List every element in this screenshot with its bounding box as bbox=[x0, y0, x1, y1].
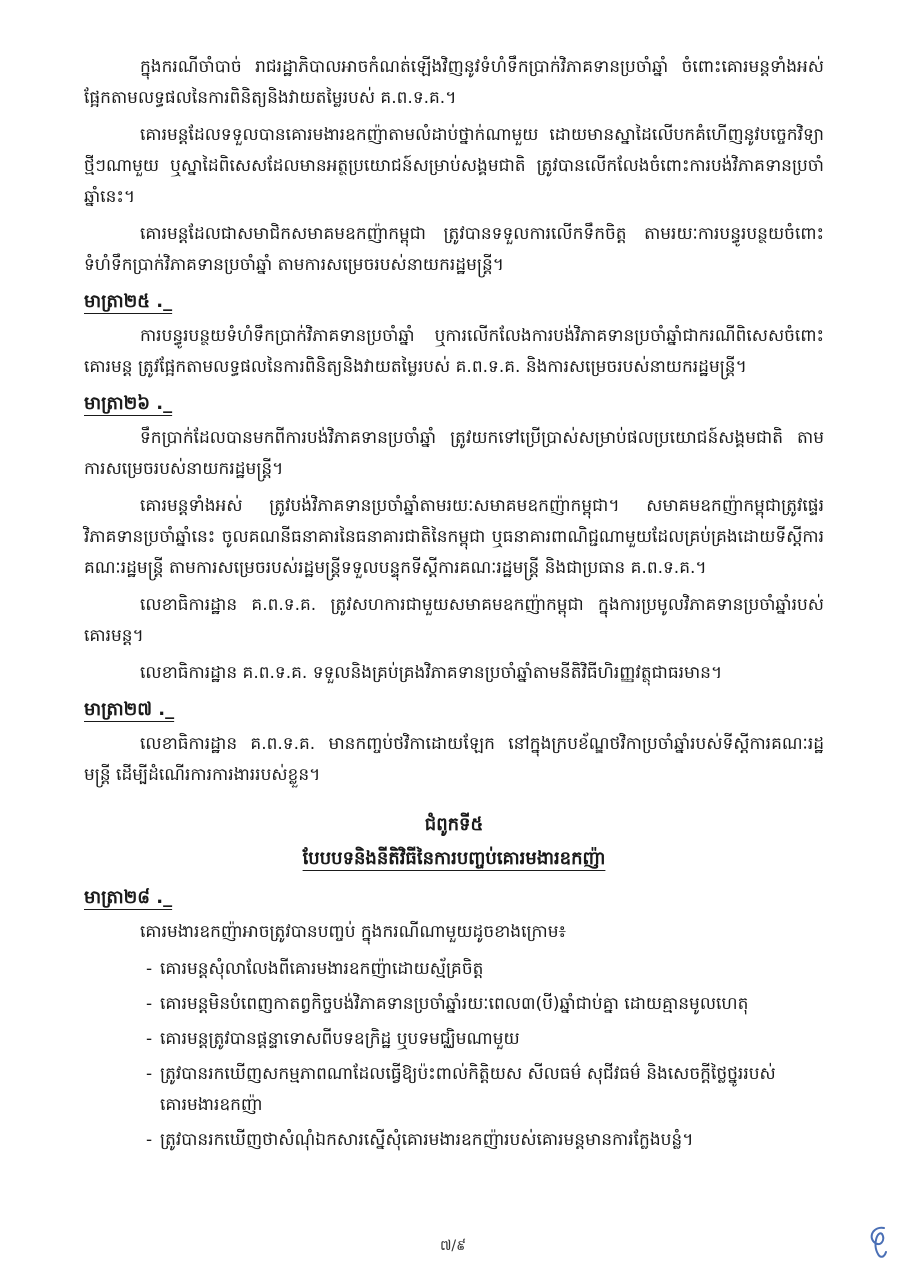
article-27-heading: មាត្រា២៧ ._ bbox=[84, 699, 175, 720]
article-26-heading: មាត្រា២៦ ._ bbox=[84, 393, 173, 414]
article-25-paragraph-1: ការបន្ធូរបន្ថយទំហំទឹកប្រាក់វិភាគទានប្រចាំឆ្នាំ ឬការលើកលែងការបង់វិភាគទានប្រចាំឆ្នាំជាករណីពិសេសចំពោះគោរមន្ត ត្រូវផ្អែកតាមលទ្ធផលនៃការពិនិត្យនិងវាយតម្លៃរបស់ គ.ព.ទ.គ. និងការសម្រេចរបស់នាយករដ្ឋមន្ត្រី។ bbox=[84, 326, 824, 377]
paragraph-top-3: គោរមន្តដែលជាសមាជិកសមាគមឧកញ៉ាកម្ពុជា ត្រូវបានទទួលការលើកទឹកចិត្ត តាមរយៈការបន្ធូរបន្ថយចំពោះទំហំទឹកប្រាក់វិភាគទានប្រចាំឆ្នាំ តាមការសម្រេចរបស់នាយករដ្ឋមន្ត្រី។ bbox=[84, 224, 824, 275]
article-26-paragraph-2: គោរមន្តទាំងអស់ ត្រូវបង់វិភាគទានប្រចាំឆ្នាំតាមរយៈសមាគមឧកញ៉ាកម្ពុជា។ សមាគមឧកញ៉ាកម្ពុជាត្រូវផ្ទេរវិភាគទានប្រចាំឆ្នាំនេះ ចូលគណនីធនាគារនៃធនាគារជាតិនៃកម្ពុជា ឬធនាគារពាណិជ្ជណាមួយដែលគ្រប់គ្រងដោយទីស្តីការគណៈរដ្ឋមន្ត្រី តាមការសម្រេចរបស់រដ្ឋមន្ត្រីទទួលបន្ទុកទីស្តីការគណៈរដ្ឋមន្ត្រី និងជាប្រធាន គ.ព.ទ.គ.។ bbox=[84, 496, 824, 578]
list-item-text: គោរមន្តមិនបំពេញកាតព្វកិច្ចបង់វិភាគទានប្រចាំឆ្នាំរយៈពេល៣(បី)ឆ្នាំជាប់គ្នា ដោយគ្មានមូលហេតុ bbox=[160, 994, 749, 1014]
paragraph-top-2: គោរមន្តដែលទទួលបានគោរមងារឧកញ៉ាតាមលំដាប់ថ្នាក់ណាមួយ ដោយមានស្នាដៃលើបកគំហើញនូវបច្ចេកវិទ្យាថ្មីៗណាមួយ ឬស្នាដៃពិសេសដែលមានអត្ថប្រយោជន៍សម្រាប់សង្គមជាតិ ត្រូវបានលើកលែងចំពោះការបង់វិភាគទានប្រចាំឆ្នាំនេះ។ bbox=[84, 125, 824, 207]
article-25-heading: មាត្រា២៥ ._ bbox=[84, 291, 173, 312]
dash-bullet: - bbox=[146, 959, 153, 979]
chapter-number: ជំពូកទី៥ bbox=[424, 814, 484, 835]
dash-bullet: - bbox=[146, 1029, 153, 1049]
handwritten-initial-icon bbox=[864, 1222, 892, 1262]
dash-bullet: - bbox=[146, 994, 153, 1014]
article-26-paragraph-3: លេខាធិការដ្ឋាន គ.ព.ទ.គ. ត្រូវសហការជាមួយសមាគមឧកញ៉ាកម្ពុជា ក្នុងការប្រមូលវិភាគទានប្រចាំឆ្នាំរបស់គោរមន្ត។ bbox=[84, 595, 824, 646]
list-item bbox=[146, 1059, 824, 1121]
article-26-paragraph-4: លេខាធិការដ្ឋាន គ.ព.ទ.គ. ទទួលនិងគ្រប់គ្រងវិភាគទានប្រចាំឆ្នាំតាមនីតិវិធីហិរញ្ញវត្ថុជាធរមាន។ bbox=[140, 663, 723, 683]
list-item-text: គោរមន្តត្រូវបានផ្តន្ទាទោសពីបទឧក្រិដ្ឋ ឬបទមជ្ឈិមណាមួយ bbox=[160, 1029, 520, 1049]
list-item-text: ត្រូវបានរកឃើញថាសំណុំឯកសារស្នើសុំគោរមងារឧកញ៉ារបស់គោរមន្តមានការក្លែងបន្លំ។ bbox=[160, 1130, 694, 1150]
article-26-paragraph-1: ទឹកប្រាក់ដែលបានមកពីការបង់វិភាគទានប្រចាំឆ្នាំ ត្រូវយកទៅប្រើប្រាស់សម្រាប់ផលប្រយោជន៍សង្គមជាតិ តាមការសម្រេចរបស់នាយករដ្ឋមន្ត្រី។ bbox=[84, 428, 824, 479]
dash-bullet: - bbox=[146, 1064, 153, 1084]
list-item bbox=[146, 954, 824, 985]
termination-conditions-list bbox=[84, 954, 824, 1156]
page-number: ៧/៩ bbox=[439, 1238, 467, 1254]
list-item-text: គោរមន្តសុំលាលែងពីគោរមងារឧកញ៉ាដោយស្ម័គ្រចិត្ត bbox=[160, 959, 484, 979]
list-item bbox=[146, 1125, 824, 1156]
paragraph-top-1: ក្នុងករណីចាំបាច់ រាជរដ្ឋាភិបាលអាចកំណត់ឡើងវិញនូវទំហំទឹកប្រាក់វិភាគទានប្រចាំឆ្នាំ ចំពោះគោរមន្តទាំងអស់ ផ្អែកតាមលទ្ធផលនៃការពិនិត្យនិងវាយតម្លៃរបស់ គ.ព.ទ.គ.។ bbox=[84, 57, 824, 108]
dash-bullet: - bbox=[146, 1130, 153, 1150]
list-item bbox=[146, 989, 824, 1020]
article-28-intro: គោរមងារឧកញ៉ាអាចត្រូវបានបញ្ចប់ ក្នុងករណីណាមួយដូចខាងក្រោម៖ bbox=[140, 922, 567, 942]
article-28-heading: មាត្រា២៨ ._ bbox=[84, 887, 173, 908]
chapter-title: បែបបទនិងនីតិវិធីនៃការបញ្ចប់គោរមងារឧកញ៉ា bbox=[302, 848, 606, 869]
article-27-paragraph-1: លេខាធិការដ្ឋាន គ.ព.ទ.គ. មានកញ្ចប់ថវិកាដោយឡែក នៅក្នុងក្របខ័ណ្ឌថវិកាប្រចាំឆ្នាំរបស់ទីស្តីការគណៈរដ្ឋមន្ត្រី ដើម្បីដំណើរការការងាររបស់ខ្លួន។ bbox=[84, 734, 824, 785]
list-item-text: ត្រូវបានរកឃើញសកម្មភាពណាដែលធ្វើឱ្យប៉ះពាល់កិត្តិយស សីលធម៌ សុជីវធម៌ និងសេចក្តីថ្លៃថ្នូររបស់គោរមងារឧកញ៉ា bbox=[160, 1064, 776, 1115]
list-item bbox=[146, 1024, 824, 1055]
